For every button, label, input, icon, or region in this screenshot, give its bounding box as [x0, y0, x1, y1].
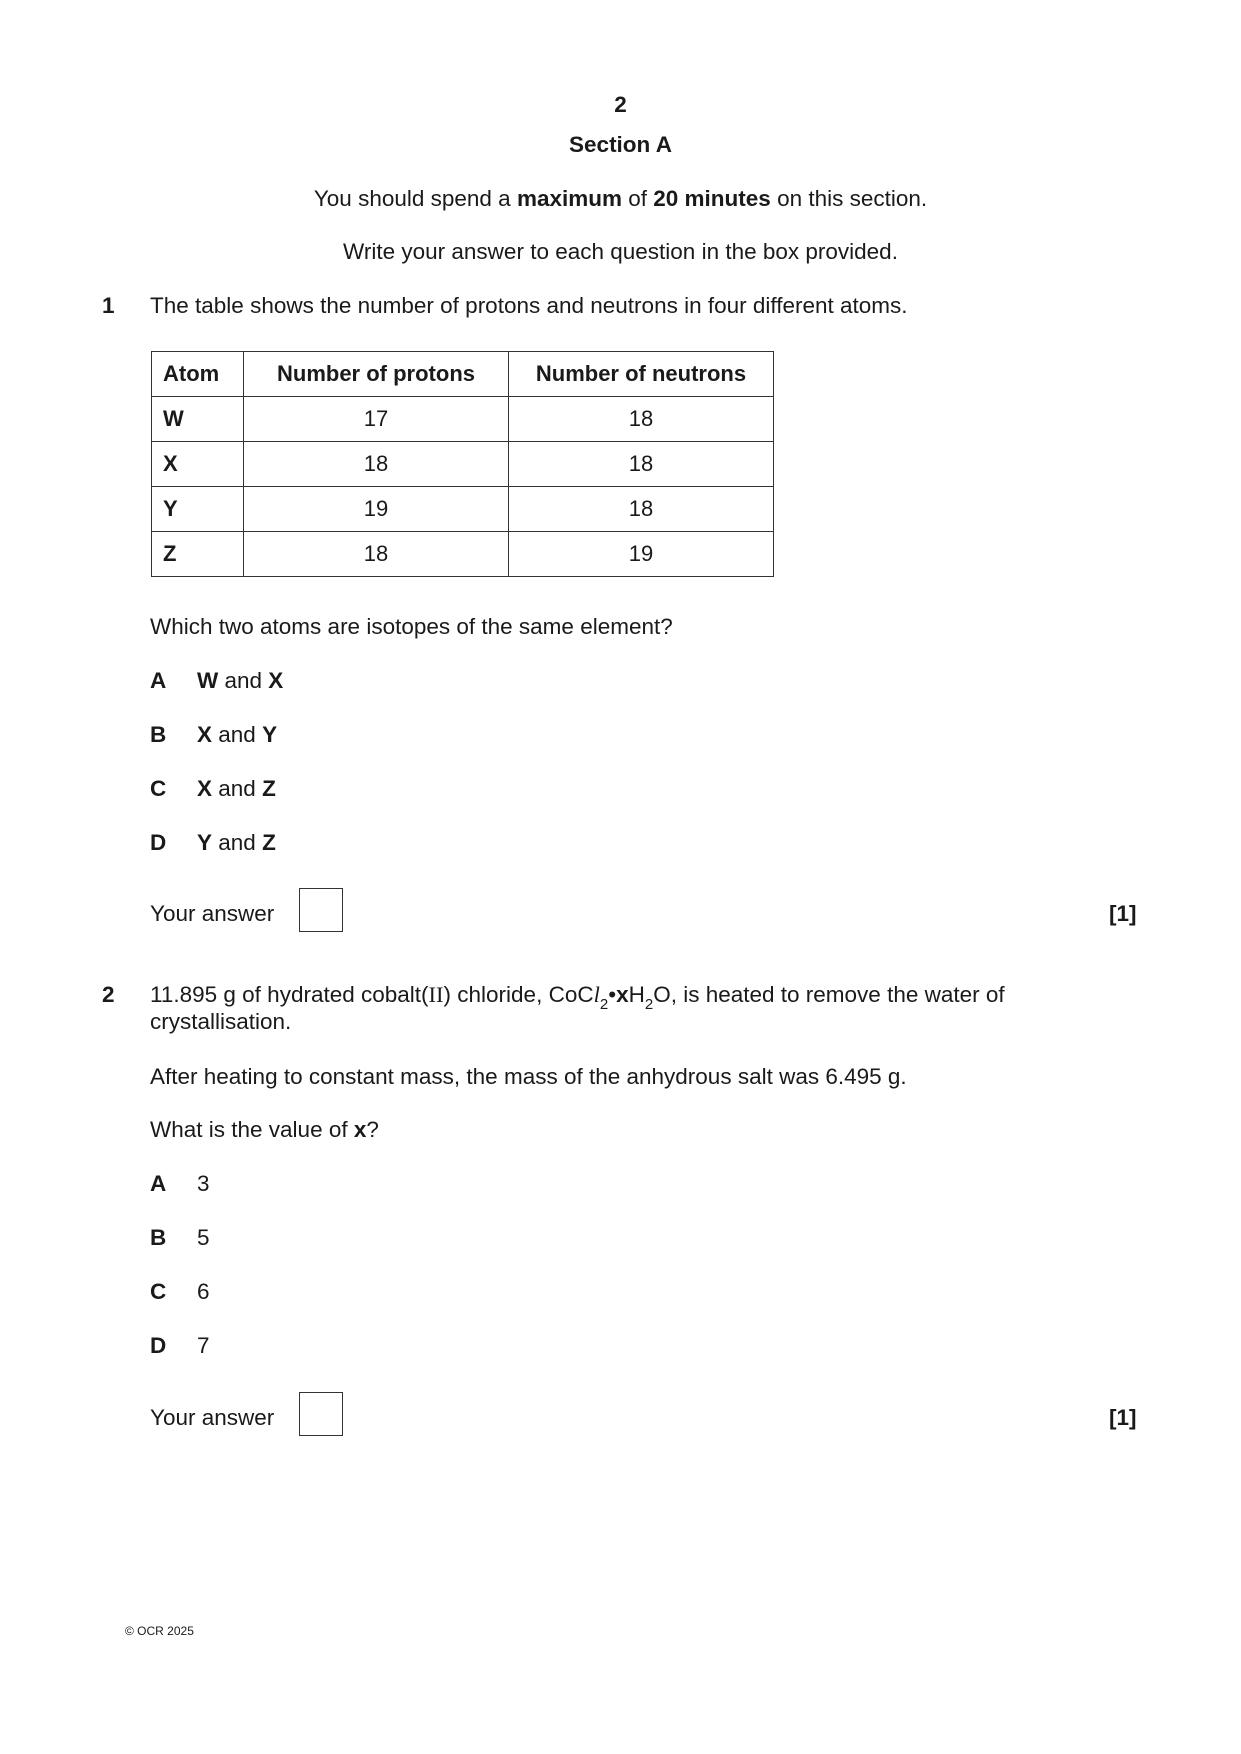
section-title: Section A	[569, 132, 672, 157]
protons-cell: 19	[244, 487, 509, 532]
q2-marks: [1]	[1109, 1405, 1137, 1430]
table-header-row	[152, 352, 774, 397]
q2-question: What is the value of x?	[150, 1117, 379, 1142]
page-number: 2	[614, 92, 627, 117]
protons-cell: 18	[244, 532, 509, 577]
protons-cell: 17	[244, 397, 509, 442]
q2-info: After heating to constant mass, the mass of the anhydrous salt was 6.495 g.	[150, 1064, 907, 1089]
q2-stem: 11.895 g of hydrated cobalt(II) chloride, $CoCl_2•xH_2O$, is heated to remove the water of	[150, 982, 1005, 1013]
q2-option-letter: A	[150, 1171, 167, 1196]
q2-option-letter: B	[150, 1225, 167, 1250]
q1-answer-box[interactable]	[299, 888, 343, 932]
q1-option-letter: A	[150, 668, 167, 693]
q2-number: 2	[102, 982, 115, 1007]
q2-option-letter: C	[150, 1279, 167, 1304]
q2-stem-line2: crystallisation.	[150, 1009, 292, 1034]
q2-option-letter: D	[150, 1333, 167, 1358]
instruction-answer-box: Write your answer to each question in the box provided.	[343, 239, 898, 264]
q1-number: 1	[102, 293, 115, 318]
header-atom: Atom	[152, 352, 244, 397]
atom-cell: Z	[152, 532, 244, 577]
protons-cell: 18	[244, 442, 509, 487]
q1-option-d: Y and Z	[197, 830, 276, 855]
q2-option-d: 7	[197, 1333, 210, 1358]
q1-option-a: W and X	[197, 668, 284, 693]
atom-cell: W	[152, 397, 244, 442]
table-row	[152, 397, 774, 442]
neutrons-cell: 18	[509, 487, 774, 532]
neutrons-cell: 18	[509, 397, 774, 442]
q1-question: Which two atoms are isotopes of the same element?	[150, 614, 673, 639]
instruction-time: You should spend a maximum of 20 minutes on this section.	[313, 186, 928, 211]
q1-option-letter: C	[150, 776, 167, 801]
q1-option-b: X and Y	[197, 722, 278, 747]
table-row	[152, 487, 774, 532]
copyright-footer: © OCR 2025	[125, 1624, 194, 1638]
header-neutrons: Number of neutrons	[509, 352, 774, 397]
q2-option-b: 5	[197, 1225, 210, 1250]
q1-option-letter: D	[150, 830, 167, 855]
q1-marks: [1]	[1109, 901, 1137, 926]
q2-option-a: 3	[197, 1171, 210, 1196]
q1-stem: The table shows the number of protons and neutrons in four different atoms.	[150, 293, 908, 318]
atom-cell: Y	[152, 487, 244, 532]
q1-option-c: X and Z	[197, 776, 276, 801]
neutrons-cell: 19	[509, 532, 774, 577]
q2-option-c: 6	[197, 1279, 210, 1304]
neutrons-cell: 18	[509, 442, 774, 487]
table-row	[152, 532, 774, 577]
q2-answer-label: Your answer	[150, 1405, 275, 1430]
header-protons: Number of protons	[244, 352, 509, 397]
atom-cell: X	[152, 442, 244, 487]
q1-answer-label: Your answer	[150, 901, 275, 926]
q2-answer-box[interactable]	[299, 1392, 343, 1436]
atoms-table	[151, 351, 774, 577]
q1-option-letter: B	[150, 722, 167, 747]
table-row	[152, 442, 774, 487]
